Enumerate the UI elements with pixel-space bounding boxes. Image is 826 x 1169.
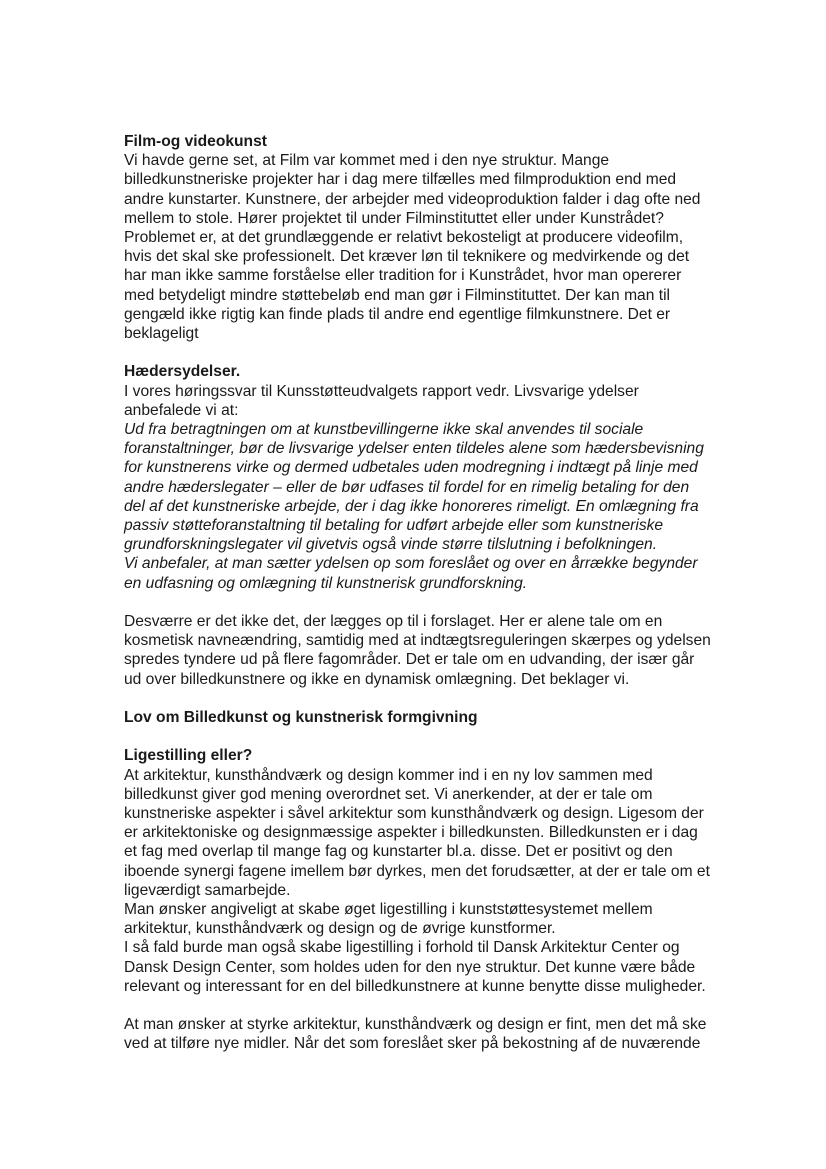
paragraph-line: hvis det skal ske professionelt. Det kræver løn til teknikere og medvirkende og det	[124, 248, 690, 266]
paragraph-line: med betydeligt mindre støttebeløb end man gør i Filminstituttet. Der kan man til	[124, 286, 670, 304]
paragraph-line: arkitektur, kunsthåndværk og design og de øvrige kunstformer.	[124, 920, 556, 938]
paragraph-line: spredes tyndere ud på flere fagområder. Det er tale om en udvanding, der især går	[124, 651, 695, 669]
paragraph-line: billedkunstneriske projekter har i dag mere tilfælles med filmproduktion end med	[124, 171, 677, 189]
paragraph-line: relevant og interessant for en del billedkunstnere at kunne benytte disse muligheder.	[124, 977, 706, 995]
paragraph-line: At arkitektur, kunsthåndværk og design kommer ind i en ny lov sammen med	[124, 766, 653, 784]
paragraph-line: mellem to stole. Hører projektet til under Filminstituttet eller under Kunstrådet?	[124, 209, 664, 227]
quoted-recommendation	[124, 420, 764, 593]
spacer	[124, 727, 764, 746]
section-heading: Film-og videokunst	[124, 133, 267, 150]
paragraph-line: iboende synergi fagene imellem bør dyrkes, men det forudsætter, at der er tale om et	[124, 862, 710, 880]
paragraph-line: kosmetisk navneændring, samtidig med at indtægtsreguleringen skærpes og ydelsen	[124, 632, 711, 650]
section-heading: Ligestilling eller?	[124, 747, 253, 765]
paragraph-line: ligeværdigt samarbejde.	[124, 881, 291, 899]
paragraph-line: kunstneriske aspekter i såvel arkitektur som kunsthåndværk og design. Ligesom der	[124, 805, 704, 823]
quote-line: grundforskningslegater vil givetvis også vinde større tilslutning i befolkningen.	[124, 536, 658, 554]
paragraph-line: Man ønsker angiveligt at skabe øget ligestilling i kunststøttesystemet mellem	[124, 901, 653, 919]
section-film-videokunst	[124, 132, 764, 343]
paragraph-line: gengæld ikke rigtig kan finde plads til andre end egentlige filmkunstnere. Det er	[124, 305, 671, 323]
quote-line: for kunstnerens virke og dermed udbetales uden modregning i indtægt på linje med	[124, 459, 698, 477]
paragraph-line: ud over billedkunstnere og ikke en dynamisk omlægning. Det beklager vi.	[124, 670, 630, 688]
paragraph-line: beklageligt	[124, 325, 199, 343]
paragraph-line: Dansk Design Center, som holdes uden for den nye struktur. Det kunne være både	[124, 958, 696, 976]
paragraph-line: I vores høringssvar til Kunsstøtteudvalgets rapport vedr. Livsvarige ydelser	[124, 382, 639, 400]
section-ligestilling	[124, 746, 764, 1053]
quote-line: Ud fra betragtningen om at kunstbevillingerne ikke skal anvendes til sociale	[124, 421, 644, 439]
paragraph-line: har man ikke samme forståelse eller tradition for i Kunstrådet, hvor man opererer	[124, 267, 682, 285]
quote-line: andre hæderslegater – eller de bør udfases til fordel for en rimelig betaling for den	[124, 478, 690, 496]
spacer	[124, 689, 764, 708]
quote-line: en udfasning og omlægning til kunstnerisk grundforskning.	[124, 574, 528, 592]
paragraph-line: billedkunst giver god mening overordnet set. Vi anerkender, at der er tale om	[124, 785, 653, 803]
paragraph-line: At man ønsker at styrke arkitektur, kunsthåndværk og design er fint, men det må ske	[124, 1016, 707, 1034]
section-heading: Hædersydelser.	[124, 363, 241, 381]
paragraph-line: ved at tilføre nye midler. Når det som foreslået sker på bekostning af de nuværende	[124, 1035, 701, 1053]
law-heading: Lov om Billedkunst og kunstnerisk formgivning	[124, 709, 478, 727]
quote-line: foranstaltninger, bør de livsvarige ydelser enten tildeles alene som hædersbevisning	[124, 440, 704, 458]
paragraph-line: Vi havde gerne set, at Film var kommet med i den nye struktur. Mange	[124, 152, 610, 170]
quote-line: passiv støtteforanstaltning til betaling for udført arbejde eller som kunstneriske	[124, 517, 664, 535]
section-haedersydelser	[124, 362, 764, 688]
spacer	[124, 593, 764, 612]
paragraph-line: anbefalede vi at:	[124, 401, 239, 419]
paragraph-line: er arkitektoniske og designmæssige aspekter i billedkunsten. Billedkunsten er i dag	[124, 824, 698, 842]
paragraph-line: I så fald burde man også skabe ligestilling i forhold til Dansk Arkitektur Center og	[124, 939, 680, 957]
quote-line: del af det kunstneriske arbejde, der i dag ikke honoreres rimeligt. En omlægning fra	[124, 497, 699, 515]
quote-line: Vi anbefaler, at man sætter ydelsen op som foreslået og over en årrække begynder	[124, 555, 698, 573]
page-body	[124, 132, 764, 1054]
paragraph-line: et fag med overlap til mange fag og kunstarter bl.a. disse. Det er positivt og den	[124, 843, 673, 861]
paragraph-line: Desværre er det ikke det, der lægges op til i forslaget. Her er alene tale om en	[124, 613, 663, 631]
paragraph-line: Problemet er, at det grundlæggende er relativt bekosteligt at producere videofilm,	[124, 229, 684, 247]
paragraph-line: andre kunstarter. Kunstnere, der arbejder med videoproduktion falder i dag ofte ned	[124, 190, 701, 208]
spacer	[124, 343, 764, 362]
spacer	[124, 996, 764, 1015]
